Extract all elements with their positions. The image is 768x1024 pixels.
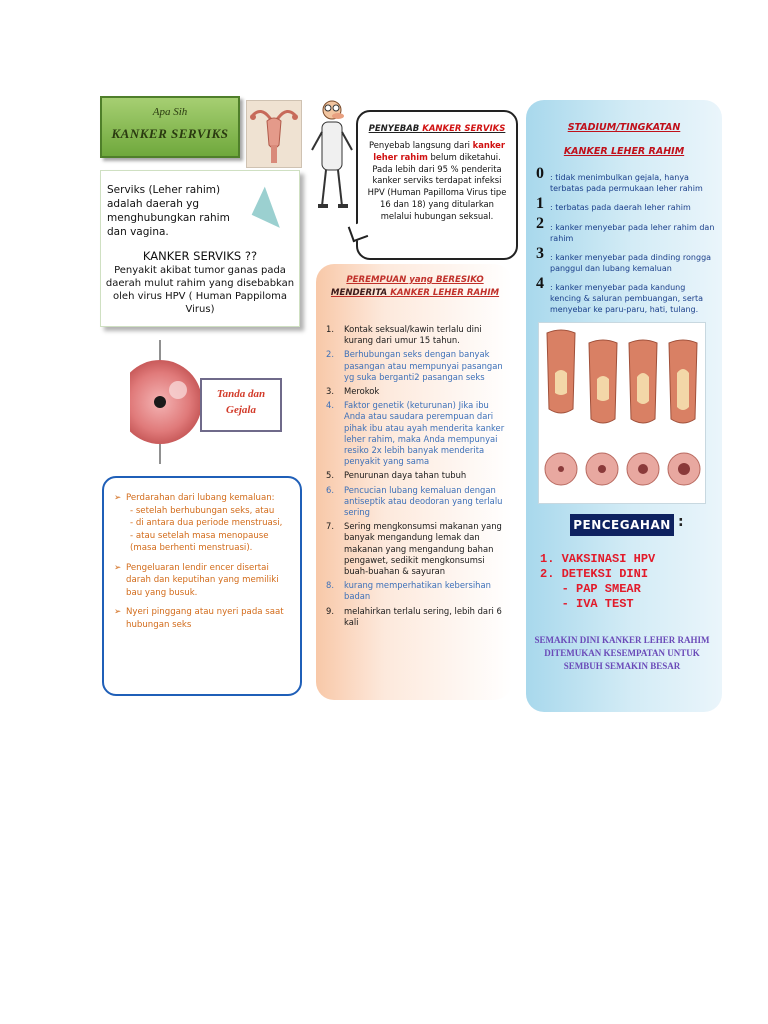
definition-text: Serviks (Leher rahim) adalah daerah yg menghubungkan rahim dan vagina. xyxy=(107,184,230,238)
sign-subitem: - di antara dua periode menstruasi, xyxy=(130,518,283,528)
cause-title-prefix: PENYEBAB xyxy=(368,124,423,134)
signs-label: Tanda dan Gejala xyxy=(216,388,266,416)
prevention-list xyxy=(540,552,710,612)
stage-text: : tidak menimbulkan gejala, hanya terbatas pada permukaan leher rahim xyxy=(550,173,703,193)
stage-number: 4 xyxy=(536,275,544,292)
risk-item xyxy=(326,485,506,519)
risk-text: Merokok xyxy=(344,386,380,397)
risk-number: 5. xyxy=(326,470,334,481)
stage-text: : terbatas pada daerah leher rahim xyxy=(550,203,691,212)
sign-item xyxy=(114,562,292,600)
cause-bubble xyxy=(356,110,518,260)
sign-item xyxy=(114,606,292,631)
sign-text: Pengeluaran lendir encer disertai darah dan keputihan yang memiliki bau yang busuk. xyxy=(126,562,279,598)
stage-text: : kanker menyebar pada dinding rongga panggul dan lubang kemaluan xyxy=(550,253,712,273)
risk-number: 6. xyxy=(326,484,334,495)
risk-item xyxy=(326,400,506,467)
risk-item xyxy=(326,324,506,346)
risk-item xyxy=(326,580,506,602)
badge-line2: KANKER SERVIKS xyxy=(111,126,229,141)
stage-heading-1: STADIUM/TINGKATAN xyxy=(567,122,681,133)
risk-item xyxy=(326,386,506,397)
stage-illustration xyxy=(538,322,706,504)
title-badge xyxy=(100,96,240,158)
cervix-illustration xyxy=(130,332,206,484)
risk-text: Kontak seksual/kawin terlalu dini kurang dari umur 15 tahun. xyxy=(344,324,482,346)
signs-box xyxy=(102,476,302,696)
uterus-illustration xyxy=(246,100,302,168)
risk-text: Pencucian lubang kemaluan dengan antiseptik atau deodoran yang terlalu sering xyxy=(344,484,503,518)
definition-card xyxy=(100,170,300,327)
bullet-arrow-icon: ➢ xyxy=(114,607,122,617)
risk-number: 7. xyxy=(326,521,334,532)
risk-title-line1: PEREMPUAN yang BERESIKO xyxy=(346,275,484,285)
risk-item xyxy=(326,521,506,577)
pointer-triangle xyxy=(244,187,280,236)
stage-number: 3 xyxy=(536,245,544,262)
risk-panel xyxy=(316,264,512,700)
prevention-colon: : xyxy=(678,514,684,530)
risk-number: 2. xyxy=(326,349,334,360)
risk-item xyxy=(326,470,506,481)
risk-text: Penurunan daya tahan tubuh xyxy=(344,470,467,481)
risk-text: Faktor genetik (keturunan) Jika ibu Anda atau saudara perempuan dari pihak ibu atau ayah menderita kanker leher rahim, maka Anda mempunyai resiko 2x lebih banyak menderita penyakit yang sama xyxy=(344,400,505,467)
cause-body xyxy=(366,140,508,223)
disease-description: Penyakit akibat tumor ganas pada daerah mulut rahim yang disebabkan oleh virus HPV ( Human Pappiloma Virus) xyxy=(105,265,295,315)
cause-body-red: kanker leher rahim xyxy=(373,140,505,162)
stage-item xyxy=(536,215,716,244)
sign-subitem: - setelah berhubungan seks, atau xyxy=(130,505,275,516)
stage-number: 0 xyxy=(536,165,544,182)
sign-text: Perdarahan dari lubang kemaluan: xyxy=(126,493,275,503)
risk-text: Berhubungan seks dengan banyak pasangan atau mempunyai pasangan yg suka berganti2 pasangan seks xyxy=(344,349,503,382)
signs-list xyxy=(104,478,300,631)
risk-title-line2-dark: MENDERITA xyxy=(330,288,391,298)
closing-message: SEMAKIN DINI KANKER LEHER RAHIM DITEMUKAN KESEMPATAN UNTUK SEMBUH SEMAKIN BESAR xyxy=(534,635,710,671)
prevention-title: PENCEGAHAN xyxy=(570,514,674,536)
badge-line1: Apa Sih xyxy=(152,106,188,118)
risk-item xyxy=(326,606,506,628)
stage-item xyxy=(536,165,716,194)
sign-subitem: (masa berhenti menstruasi). xyxy=(130,543,253,553)
sign-text: Nyeri pinggang atau nyeri pada saat hubungan seks xyxy=(126,607,284,630)
risk-text: kurang memperhatikan kebersihan badan xyxy=(344,580,491,602)
stage-number: 2 xyxy=(536,215,544,232)
bullet-arrow-icon: ➢ xyxy=(114,562,122,573)
doctor-cartoon xyxy=(308,96,356,236)
stage-text: : kanker menyebar pada kandung kencing & saluran pembuangan, serta menyebar ke paru-paru, hati, tulang. xyxy=(550,283,704,314)
signs-label-box xyxy=(200,378,282,432)
stage-heading-2: KANKER LEHER RAHIM xyxy=(563,146,685,157)
risk-text: Sering mengkonsumsi makanan yang banyak mengandung lemak dan makanan yang mengandung bahan pengawet, sedikit mengkonsumsi buah-buahan & sayuran xyxy=(344,521,502,577)
stage-number: 1 xyxy=(536,195,544,212)
prevention-item: - PAP SMEAR xyxy=(540,582,641,596)
stage-item xyxy=(536,245,716,274)
risk-list xyxy=(326,324,506,631)
stage-item xyxy=(536,195,716,213)
cause-title-red: KANKER SERVIKS xyxy=(422,124,506,134)
risk-number: 8. xyxy=(326,580,334,591)
bullet-arrow-icon: ➢ xyxy=(114,493,122,503)
prevention-item: - IVA TEST xyxy=(540,597,634,611)
prevention-item: 2. DETEKSI DINI xyxy=(540,567,649,581)
question-heading: KANKER SERVIKS ?? xyxy=(142,249,258,263)
prevention-item: 1. VAKSINASI HPV xyxy=(540,552,656,566)
sign-item xyxy=(114,492,292,555)
cause-body-after: belum diketahui. Pada lebih dari 95 % penderita kanker serviks terdapat infeksi HPV (Human Papilloma Virus tipe 16 dan 18) yang ditularkan melalui hubungan seksual. xyxy=(367,151,507,221)
risk-title xyxy=(322,274,508,300)
sign-subitem: - atau setelah masa menopause xyxy=(130,530,269,541)
risk-title-line2-red: KANKER LEHER RAHIM xyxy=(390,288,500,298)
risk-text: melahirkan terlalu sering, lebih dari 6 kali xyxy=(344,605,502,627)
cause-title xyxy=(358,124,516,134)
cause-body-before: Penyebab langsung dari xyxy=(368,140,473,150)
stage-text: : kanker menyebar pada leher rahim dan rahim xyxy=(550,223,715,243)
stage-item xyxy=(536,275,716,315)
risk-number: 9. xyxy=(326,605,334,616)
risk-number: 3. xyxy=(326,386,334,397)
risk-number: 4. xyxy=(326,400,334,411)
risk-number: 1. xyxy=(326,324,334,334)
risk-item xyxy=(326,349,506,383)
